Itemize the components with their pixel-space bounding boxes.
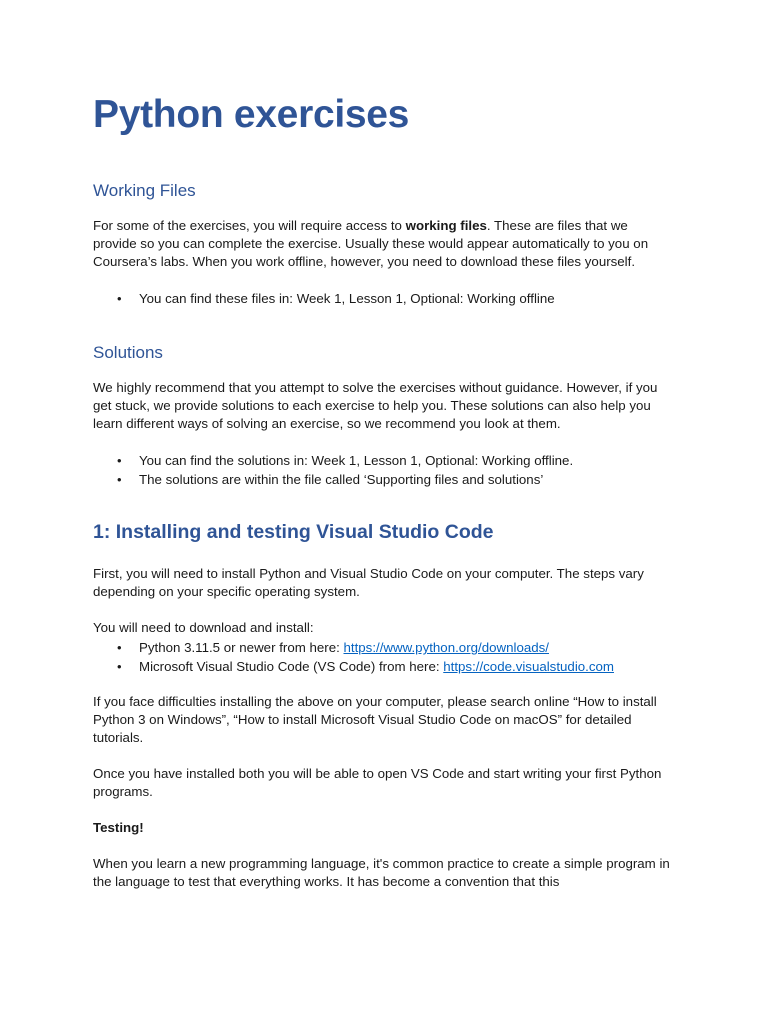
working-files-paragraph	[93, 217, 674, 271]
list-item-text: Microsoft Visual Studio Code (VS Code) from here:	[139, 659, 444, 674]
solutions-heading: Solutions	[93, 343, 163, 362]
section1-paragraph-3: If you face difficulties installing the above on your computer, please search online “How to install Python 3 on Windows”, “How to install Microsoft Visual Studio Code on macOS” for detailed tutorials.	[93, 694, 657, 745]
working-files-text-end: . These are files that we provide so you can complete the exercise. Usually these would appear automatically to you on Coursera’s labs. When you work offline, however, you need to download these files yourself.	[93, 218, 649, 269]
list-item	[117, 657, 674, 676]
bullet-icon: •	[117, 472, 122, 487]
list-item-text: You can find the solutions in: Week 1, Lesson 1, Optional: Working offline.	[139, 453, 574, 468]
vscode-download-link[interactable]: https://code.visualstudio.com	[443, 659, 614, 674]
python-download-link[interactable]: https://www.python.org/downloads/	[343, 640, 549, 655]
section1-paragraph-1: First, you will need to install Python and Visual Studio Code on your computer. The steps vary depending on your specific operating system.	[93, 566, 644, 599]
working-files-list	[93, 289, 674, 308]
list-item	[117, 451, 674, 470]
bullet-icon: •	[117, 453, 122, 468]
page-title: Python exercises	[93, 93, 410, 136]
solutions-paragraph: We highly recommend that you attempt to solve the exercises without guidance. However, if you get stuck, we provide solutions to each exercise to help you. These solutions can also help you learn different ways of solving an exercise, so we recommend you look at them.	[93, 380, 658, 431]
install-list	[93, 638, 674, 676]
testing-heading: Testing!	[93, 820, 144, 835]
section1-heading: 1: Installing and testing Visual Studio Code	[93, 521, 494, 543]
solutions-list	[93, 451, 674, 489]
section1-paragraph-2: You will need to download and install:	[93, 620, 314, 635]
bullet-icon: •	[117, 291, 122, 306]
list-item	[117, 289, 674, 308]
list-item-text: Python 3.11.5 or newer from here:	[139, 640, 344, 655]
bullet-icon: •	[117, 640, 122, 655]
working-files-text-start: For some of the exercises, you will require access to	[93, 218, 406, 233]
list-item-text: You can find these files in: Week 1, Lesson 1, Optional: Working offline	[139, 291, 555, 306]
working-files-heading: Working Files	[93, 181, 196, 200]
list-item-text: The solutions are within the file called ‘Supporting files and solutions’	[139, 472, 544, 487]
bullet-icon: •	[117, 659, 122, 674]
section1-paragraph-5: When you learn a new programming language, it's common practice to create a simple program in the language to test that everything works. It has become a convention that this	[93, 856, 670, 889]
list-item	[117, 638, 674, 657]
working-files-bold-term: working files	[405, 218, 487, 233]
list-item	[117, 470, 674, 489]
section1-paragraph-4: Once you have installed both you will be able to open VS Code and start writing your first Python programs.	[93, 766, 662, 799]
